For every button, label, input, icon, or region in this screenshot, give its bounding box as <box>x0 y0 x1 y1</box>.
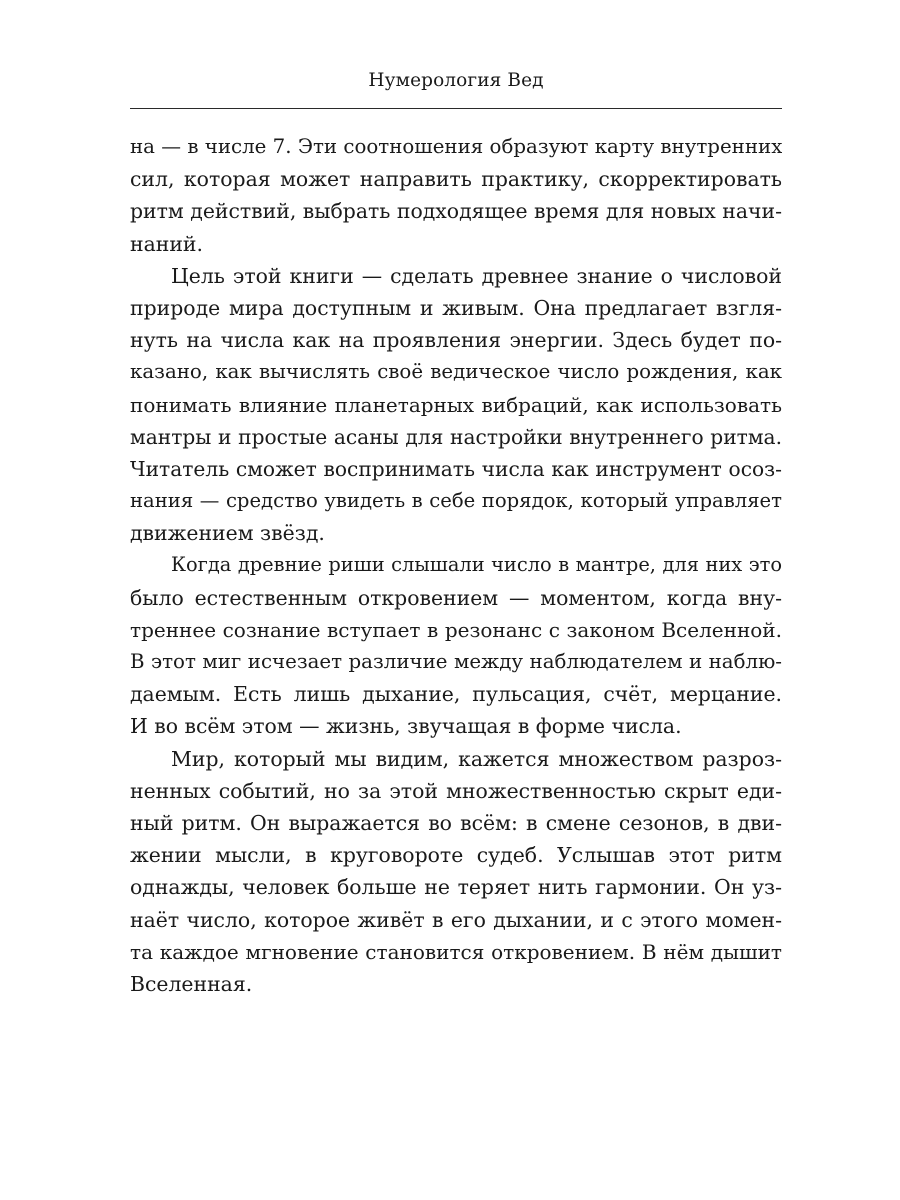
text-line: нуть на числа как на проявления энергии. Здесь будет по- <box>130 328 782 353</box>
text-line: та каждое мгновение становится откровением. В нём дышит <box>130 939 782 964</box>
text-line: ный ритм. Он выражается во всём: в смене сезонов, в дви- <box>130 810 782 835</box>
text-line: Вселенная. <box>130 971 253 996</box>
text-line: казано, как вычислять своё ведическое число рождения, как <box>130 360 782 384</box>
body-text <box>130 131 782 1000</box>
text-line: наёт число, которое живёт в его дыхании, и с этого момен- <box>130 907 782 932</box>
text-line: Цель этой книги — сделать древнее знание о числовой <box>171 263 782 288</box>
text-line: сил, которая может направить практику, скорректировать <box>130 167 782 192</box>
text-line: жении мысли, в круговороте судеб. Услышав этот ритм <box>130 843 782 868</box>
text-line: нания — средство увидеть в себе порядок, который управляет <box>130 489 782 513</box>
header-divider <box>130 108 782 109</box>
text-line: треннее сознание вступает в резонанс с законом Вселенной. <box>130 617 782 642</box>
text-line: И во всём этом — жизнь, звучащая в форме числа. <box>130 714 682 739</box>
running-header: Нумерология Вед <box>368 70 544 91</box>
text-line: на — в числе 7. Эти соотношения образуют карту внутренних <box>130 135 782 158</box>
text-line: даемым. Есть лишь дыхание, пульсация, счёт, мерцание. <box>130 682 782 707</box>
text-line: В этот миг исчезает различие между наблюдателем и наблю- <box>130 650 782 673</box>
text-line: понимать влияние планетарных вибраций, как использовать <box>130 392 782 417</box>
text-line: Мир, который мы видим, кажется множеством разроз- <box>171 746 782 771</box>
text-line: ритм действий, выбрать подходящее время для новых начи- <box>130 199 782 224</box>
text-line: наний. <box>130 231 204 256</box>
text-line: однажды, человек больше не теряет нить гармонии. Он уз- <box>130 875 782 900</box>
text-line: было естественным откровением — моментом, когда вну- <box>130 585 782 610</box>
text-line: мантры и простые асаны для настройки внутреннего ритма. <box>130 424 782 449</box>
text-line: движением звёзд. <box>130 521 325 546</box>
text-line: ненных событий, но за этой множественностью скрыт еди- <box>130 778 782 803</box>
text-line: Читатель сможет воспринимать числа как инструмент осоз- <box>130 456 782 481</box>
text-line: природе мира доступным и живым. Она предлагает взгля- <box>130 295 782 320</box>
text-line: Когда древние риши слышали число в мантре, для них это <box>171 553 782 577</box>
